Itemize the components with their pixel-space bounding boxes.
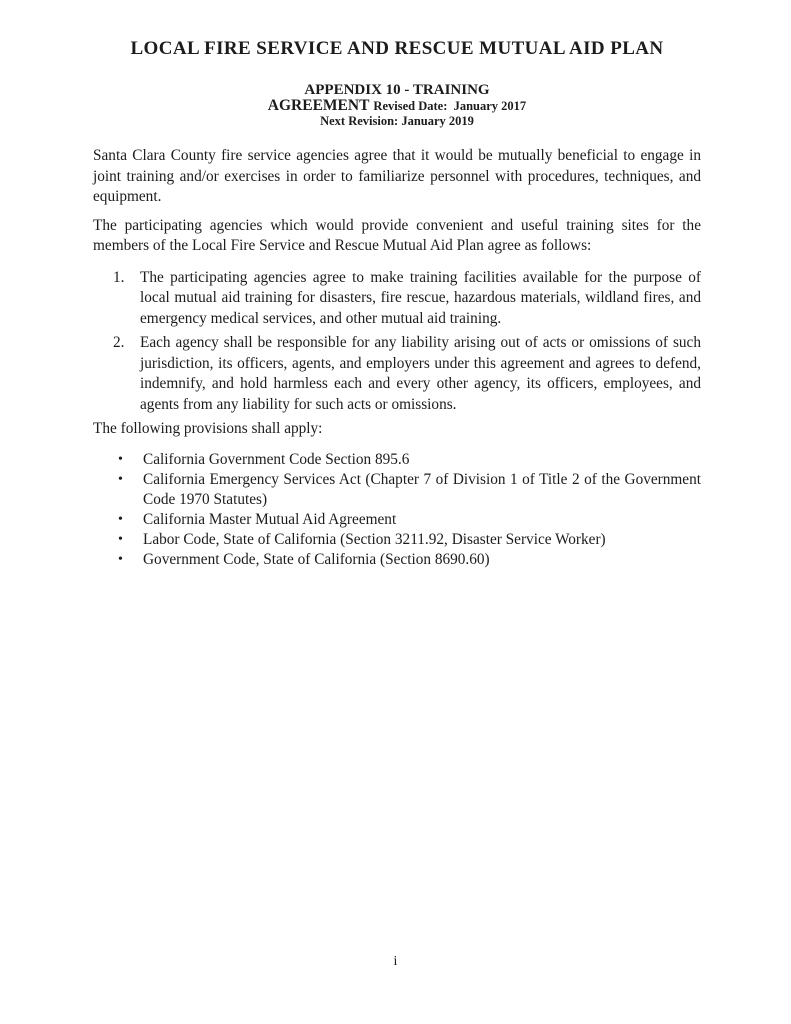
bullet-text: California Government Code Section 895.6 xyxy=(143,450,410,468)
list-item xyxy=(93,333,701,415)
revised-date: Revised Date: January 2017 xyxy=(373,99,527,113)
document-subheading xyxy=(93,82,701,128)
item-number: 2. xyxy=(113,334,125,351)
bullet-icon: • xyxy=(118,451,123,467)
list-item xyxy=(93,268,701,330)
list-item xyxy=(93,470,701,510)
item-number: 1. xyxy=(113,268,125,286)
list-item xyxy=(93,510,701,530)
agencies-paragraph: The participating agencies which would provide convenient and useful training sites for the members of the Local Fire Service and Rescue Mutual Aid Plan agree as follows: xyxy=(93,216,701,254)
bullet-text: California Emergency Services Act (Chapter 7 of Division 1 of Title 2 of the Government Code 1970 Statutes) xyxy=(143,470,701,508)
item-text: Each agency shall be responsible for any liability arising out of acts or omissions of such jurisdiction, its officers, agents, and employers under this agreement and agrees to defend, indemnify, and hold harmless each and every other agency, its officers, employees, and agents from any liability for such acts or omissions. xyxy=(140,334,701,413)
agreement-label: AGREEMENT xyxy=(267,97,370,114)
numbered-list xyxy=(93,268,701,416)
agreement-revision-line xyxy=(93,98,701,114)
next-revision: Next Revision: January 2019 xyxy=(320,114,474,128)
bullet-icon: • xyxy=(118,511,123,527)
bullet-icon: • xyxy=(118,551,123,567)
provisions-list xyxy=(93,450,701,570)
bullet-text: California Master Mutual Aid Agreement xyxy=(143,510,397,528)
list-item xyxy=(93,550,701,570)
list-item xyxy=(93,450,701,470)
bullet-icon: • xyxy=(118,531,123,547)
page-title: LOCAL FIRE SERVICE AND RESCUE MUTUAL AID PLAN xyxy=(130,38,664,59)
bullet-text: Government Code, State of California (Section 8690.60) xyxy=(143,550,490,568)
document-page xyxy=(93,38,701,570)
list-item xyxy=(93,530,701,550)
bullet-text: Labor Code, State of California (Section 3211.92, Disaster Service Worker) xyxy=(143,530,606,548)
intro-paragraph: Santa Clara County fire service agencies agree that it would be mutually beneficial to engage in joint training and/or exercises in order to familiarize personnel with procedures, techniques, and equipment. xyxy=(93,147,701,205)
item-text: The participating agencies agree to make training facilities available for the purpose of local mutual aid training for disasters, fire rescue, hazardous materials, wildland fires, and emergency medical services, and other mutual aid training. xyxy=(140,268,701,327)
bullet-icon: • xyxy=(118,471,123,487)
provisions-intro: The following provisions shall apply: xyxy=(93,420,323,437)
page-number: i xyxy=(393,954,398,969)
appendix-heading: APPENDIX 10 - TRAINING xyxy=(304,82,490,98)
